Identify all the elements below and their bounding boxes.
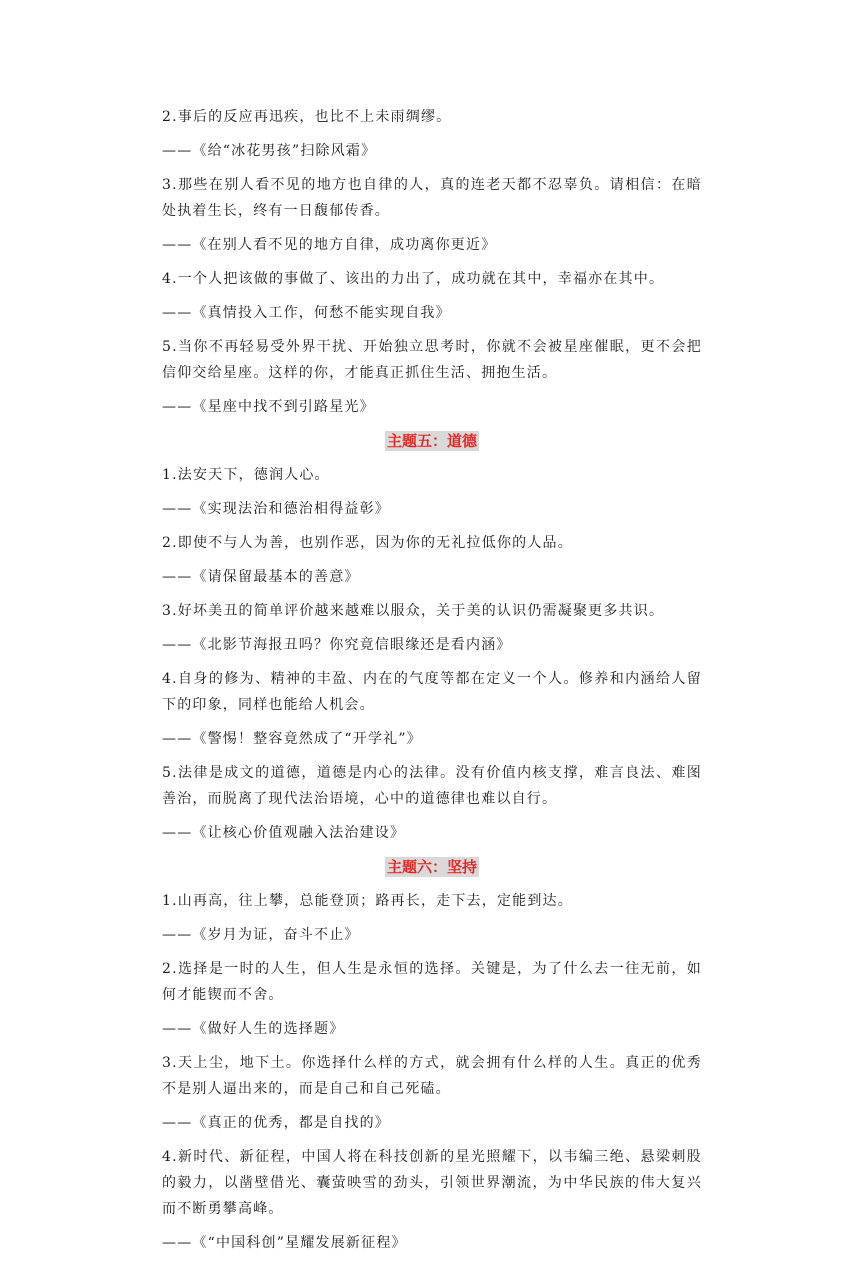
quote-source: ——《星座中找不到引路星光》 xyxy=(162,399,375,415)
quote-source: ——《北影节海报丑吗？你究竟信眼缘还是看内涵》 xyxy=(162,637,512,653)
quote-text: 1.法安天下，德润人心。 xyxy=(162,467,330,483)
quote-source: ——《“中国科创”星耀发展新征程》 xyxy=(162,1235,407,1251)
quote-source: ——《实现法治和德治相得益彰》 xyxy=(162,501,390,517)
quote-text: 5.当你不再轻易受外界干扰、开始独立思考时，你就不会被星座催眠，更不会把信仰交给星座。这样的你，才能真正抓住生活、拥抱生活。 xyxy=(162,339,702,381)
quote-text: 4.一个人把该做的事做了、该出的力出了，成功就在其中，幸福亦在其中。 xyxy=(162,271,665,287)
section-heading xyxy=(162,428,702,454)
quote-source: ——《做好人生的选择题》 xyxy=(162,1021,345,1037)
quote-text: 4.新时代、新征程，中国人将在科技创新的星光照耀下，以韦编三绝、悬梁刺股的毅力，以凿壁借光、囊萤映雪的劲头，引领世界潮流，为中华民族的伟大复兴而不断勇攀高峰。 xyxy=(162,1149,702,1217)
quote-text: 3.好坏美丑的简单评价越来越难以服众，关于美的认识仍需凝聚更多共识。 xyxy=(162,603,665,619)
section-heading-text: 主题五：道德 xyxy=(386,432,477,450)
section-continuation xyxy=(162,104,702,420)
quote-text: 2.即使不与人为善，也别作恶，因为你的无礼拉低你的人品。 xyxy=(162,535,573,551)
quote-text: 3.天上尘，地下土。你选择什么样的方式，就会拥有什么样的人生。真正的优秀不是别人逼出来的，而是自己和自己死磕。 xyxy=(162,1055,702,1097)
quote-text: 2.选择是一时的人生，但人生是永恒的选择。关键是，为了什么去一往无前，如何才能锲而不舍。 xyxy=(162,961,702,1003)
quote-source: ——《给“冰花男孩”扫除风霜》 xyxy=(162,143,377,159)
quote-text: 4.自身的修为、精神的丰盈、内在的气度等都在定义一个人。修养和内涵给人留下的印象，同样也能给人机会。 xyxy=(162,671,702,713)
quote-text: 3.那些在别人看不见的地方也自律的人，真的连老天都不忍辜负。请相信：在暗处执着生长，终有一日馥郁传香。 xyxy=(162,177,702,219)
quote-source: ——《警惕！整容竟然成了“开学礼”》 xyxy=(162,731,422,747)
document-page xyxy=(162,104,702,1264)
section-morality xyxy=(162,428,702,846)
quote-source: ——《真情投入工作，何愁不能实现自我》 xyxy=(162,305,451,321)
section-persistence xyxy=(162,854,702,1256)
quote-text: 5.法律是成文的道德，道德是内心的法律。没有价值内核支撑，难言良法、难图善治，而脱离了现代法治语境，心中的道德律也难以自行。 xyxy=(162,765,702,807)
section-heading xyxy=(162,854,702,880)
quote-source: ——《在别人看不见的地方自律，成功离你更近》 xyxy=(162,237,497,253)
quote-text: 1.山再高，往上攀，总能登顶；路再长，走下去，定能到达。 xyxy=(162,893,573,909)
quote-source: ——《岁月为证，奋斗不止》 xyxy=(162,927,360,943)
quote-source: ——《让核心价值观融入法治建设》 xyxy=(162,825,406,841)
quote-source: ——《请保留最基本的善意》 xyxy=(162,569,360,585)
quote-text: 2.事后的反应再迅疾，也比不上未雨绸缪。 xyxy=(162,109,452,125)
quote-source: ——《真正的优秀，都是自找的》 xyxy=(162,1115,390,1131)
section-heading-text: 主题六：坚持 xyxy=(386,858,477,876)
